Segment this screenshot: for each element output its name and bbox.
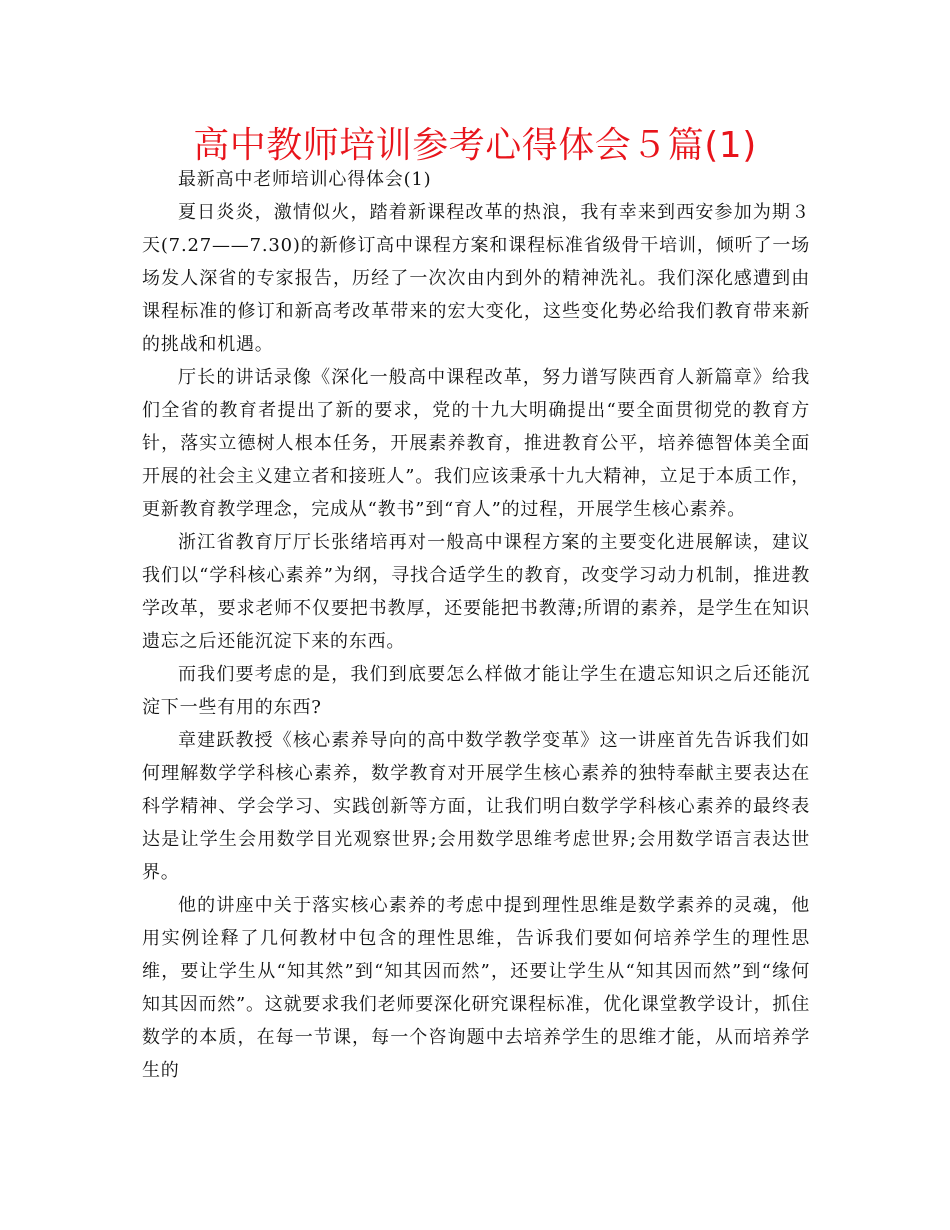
- document-subtitle: 最新高中老师培训心得体会(1): [178, 169, 432, 190]
- paragraph: 浙江省教育厅厅长张绪培再对一般高中课程方案的主要变化进展解读，建议我们以“学科核心素养”为纲，寻找合适学生的教育，改变学习动力机制，推进教学改革，要求老师不仅要把书教厚，还要能把书教薄;所谓的素养，是学生在知识遗忘之后还能沉淀下来的东西。: [142, 532, 810, 652]
- document-title: 高中教师培训参考心得体会５篇(1): [193, 125, 757, 166]
- paragraph: 厅长的讲话录像《深化一般高中课程改革，努力谱写陕西育人新篇章》给我们全省的教育者提出了新的要求，党的十九大明确提出“要全面贯彻党的教育方针，落实立德树人根本任务，开展素养教育，推进教育公平，培养德智体美全面开展的社会主义建立者和接班人”。我们应该秉承十九大精神，立足于本质工作，更新教育教学理念，完成从“教书”到“育人”的过程，开展学生核心素养。: [142, 367, 810, 520]
- paragraph: 而我们要考虑的是，我们到底要怎么样做才能让学生在遗忘知识之后还能沉淀下一些有用的东西?: [142, 664, 810, 718]
- paragraph: 章建跃教授《核心素养导向的高中数学教学变革》这一讲座首先告诉我们如何理解数学学科核心素养，数学教育对开展学生核心素养的独特奉献主要表达在科学精神、学会学习、实践创新等方面，让我们明白数学学科核心素养的最终表达是让学生会用数学目光观察世界;会用数学思维考虑世界;会用数学语言表达世界。: [142, 730, 810, 883]
- paragraph: 他的讲座中关于落实核心素养的考虑中提到理性思维是数学素养的灵魂，他用实例诠释了几何教材中包含的理性思维，告诉我们要如何培养学生的理性思维，要让学生从“知其然”到“知其因而然”，还要让学生从“知其因而然”到“缘何知其因而然”。这就要求我们老师要深化研究课程标准，优化课堂教学设计，抓住数学的本质，在每一节课，每一个咨询题中去培养学生的思维才能，从而培养学生的: [142, 895, 810, 1081]
- paragraph: 夏日炎炎，激情似火，踏着新课程改革的热浪，我有幸来到西安参加为期３天(7.27——7.30)的新修订高中课程方案和课程标准省级骨干培训，倾听了一场场发人深省的专家报告，历经了一次次由内到外的精神洗礼。我们深化感遭到由课程标准的修订和新高考改革带来的宏大变化，这些变化势必给我们教育带来新的挑战和机遇。: [142, 202, 810, 355]
- document-body: [142, 163, 810, 1087]
